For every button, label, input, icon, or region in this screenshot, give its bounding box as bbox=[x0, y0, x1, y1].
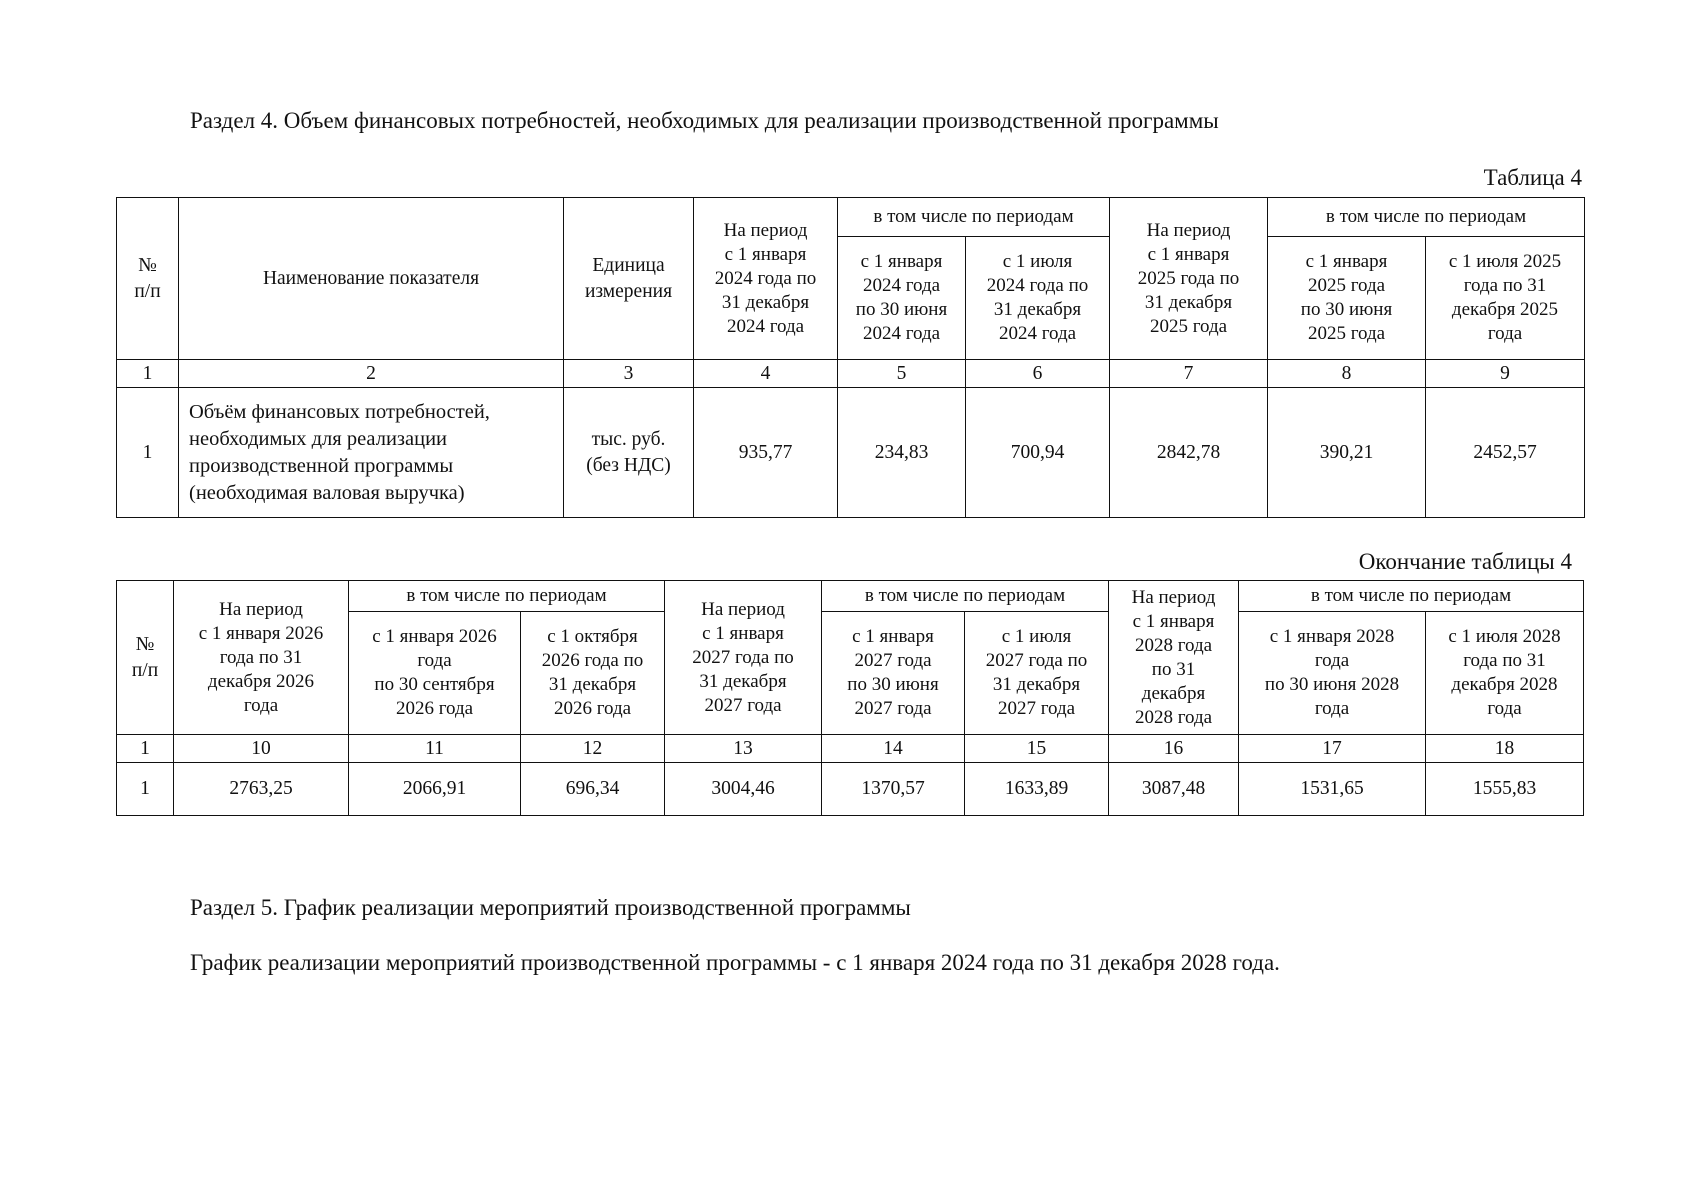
section-5-title: Раздел 5. График реализации мероприятий производственной программы bbox=[190, 895, 911, 920]
table-row bbox=[117, 763, 1584, 816]
column-number: 11 bbox=[349, 735, 521, 763]
column-number: 7 bbox=[1110, 360, 1268, 388]
table-header-row-1 bbox=[117, 581, 1584, 612]
value-h1-2027: 1370,57 bbox=[822, 763, 965, 816]
table-4-caption: Таблица 4 bbox=[1483, 165, 1582, 190]
header-h2-2027: с 1 июля 2027 года по 31 декабря 2027 года bbox=[965, 612, 1109, 735]
column-number: 4 bbox=[694, 360, 838, 388]
value-h2-2026: 696,34 bbox=[521, 763, 665, 816]
column-numbers-row bbox=[117, 360, 1585, 388]
column-number: 6 bbox=[966, 360, 1110, 388]
header-h1-2028: с 1 января 2028 года по 30 июня 2028 года bbox=[1239, 612, 1426, 735]
table-4-continuation-caption: Окончание таблицы 4 bbox=[1358, 549, 1572, 574]
column-number: 18 bbox=[1426, 735, 1584, 763]
header-h1-2024: с 1 января 2024 года по 30 июня 2024 года bbox=[838, 237, 966, 360]
column-number: 14 bbox=[822, 735, 965, 763]
column-number: 9 bbox=[1426, 360, 1585, 388]
header-unit: Единица измерения bbox=[564, 198, 694, 360]
value-h1-2024: 234,83 bbox=[838, 388, 966, 518]
value-period-2026: 2763,25 bbox=[174, 763, 349, 816]
column-number: 8 bbox=[1268, 360, 1426, 388]
header-h2-2028: с 1 июля 2028 года по 31 декабря 2028 года bbox=[1426, 612, 1584, 735]
table-header-row-1 bbox=[117, 198, 1585, 237]
header-h1-2025: с 1 января 2025 года по 30 июня 2025 года bbox=[1268, 237, 1426, 360]
header-group-2028: в том числе по периодам bbox=[1239, 581, 1584, 612]
column-numbers-row bbox=[117, 735, 1584, 763]
value-h1-2025: 390,21 bbox=[1268, 388, 1426, 518]
column-number: 1 bbox=[117, 735, 174, 763]
header-h2-2026: с 1 октября 2026 года по 31 декабря 2026 года bbox=[521, 612, 665, 735]
value-h1-2026: 2066,91 bbox=[349, 763, 521, 816]
value-h2-2027: 1633,89 bbox=[965, 763, 1109, 816]
financial-needs-table bbox=[116, 197, 1585, 518]
header-period-2026: На период с 1 января 2026 года по 31 декабря 2026 года bbox=[174, 581, 349, 735]
value-h2-2024: 700,94 bbox=[966, 388, 1110, 518]
header-period-2028: На период с 1 января 2028 года по 31 декабря 2028 года bbox=[1109, 581, 1239, 735]
column-number: 1 bbox=[117, 360, 179, 388]
unit-value: тыс. руб. (без НДС) bbox=[564, 388, 694, 518]
header-period-2025: На период с 1 января 2025 года по 31 декабря 2025 года bbox=[1110, 198, 1268, 360]
row-number: 1 bbox=[117, 763, 174, 816]
value-period-2027: 3004,46 bbox=[665, 763, 822, 816]
financial-needs-table-continuation bbox=[116, 580, 1584, 816]
header-group-2027: в том числе по периодам bbox=[822, 581, 1109, 612]
header-group-2024: в том числе по периодам bbox=[838, 198, 1110, 237]
value-h2-2025: 2452,57 bbox=[1426, 388, 1585, 518]
header-h2-2024: с 1 июля 2024 года по 31 декабря 2024 года bbox=[966, 237, 1110, 360]
header-group-2026: в том числе по периодам bbox=[349, 581, 665, 612]
value-period-2028: 3087,48 bbox=[1109, 763, 1239, 816]
table-row bbox=[117, 388, 1585, 518]
header-group-2025: в том числе по периодам bbox=[1268, 198, 1585, 237]
header-period-2024: На период с 1 января 2024 года по 31 декабря 2024 года bbox=[694, 198, 838, 360]
column-number: 15 bbox=[965, 735, 1109, 763]
column-number: 16 bbox=[1109, 735, 1239, 763]
column-number: 13 bbox=[665, 735, 822, 763]
header-number: № п/п bbox=[117, 581, 174, 735]
header-number: № п/п bbox=[117, 198, 179, 360]
column-number: 2 bbox=[179, 360, 564, 388]
column-number: 10 bbox=[174, 735, 349, 763]
section-5-text: График реализации мероприятий производственной программы - с 1 января 2024 года по 31 декабря 2028 года. bbox=[190, 950, 1280, 975]
header-indicator-name: Наименование показателя bbox=[179, 198, 564, 360]
header-h2-2025: с 1 июля 2025 года по 31 декабря 2025 года bbox=[1426, 237, 1585, 360]
header-h1-2026: с 1 января 2026 года по 30 сентября 2026 года bbox=[349, 612, 521, 735]
column-number: 17 bbox=[1239, 735, 1426, 763]
row-number: 1 bbox=[117, 388, 179, 518]
column-number: 12 bbox=[521, 735, 665, 763]
value-h2-2028: 1555,83 bbox=[1426, 763, 1584, 816]
header-h1-2027: с 1 января 2027 года по 30 июня 2027 года bbox=[822, 612, 965, 735]
value-period-2025: 2842,78 bbox=[1110, 388, 1268, 518]
indicator-name: Объём финансовых потребностей, необходимых для реализации производственной программы (необходимая валовая выручка) bbox=[179, 388, 564, 518]
value-h1-2028: 1531,65 bbox=[1239, 763, 1426, 816]
value-period-2024: 935,77 bbox=[694, 388, 838, 518]
section-4-title: Раздел 4. Объем финансовых потребностей, необходимых для реализации производственной программы bbox=[190, 108, 1219, 133]
column-number: 5 bbox=[838, 360, 966, 388]
header-period-2027: На период с 1 января 2027 года по 31 декабря 2027 года bbox=[665, 581, 822, 735]
column-number: 3 bbox=[564, 360, 694, 388]
